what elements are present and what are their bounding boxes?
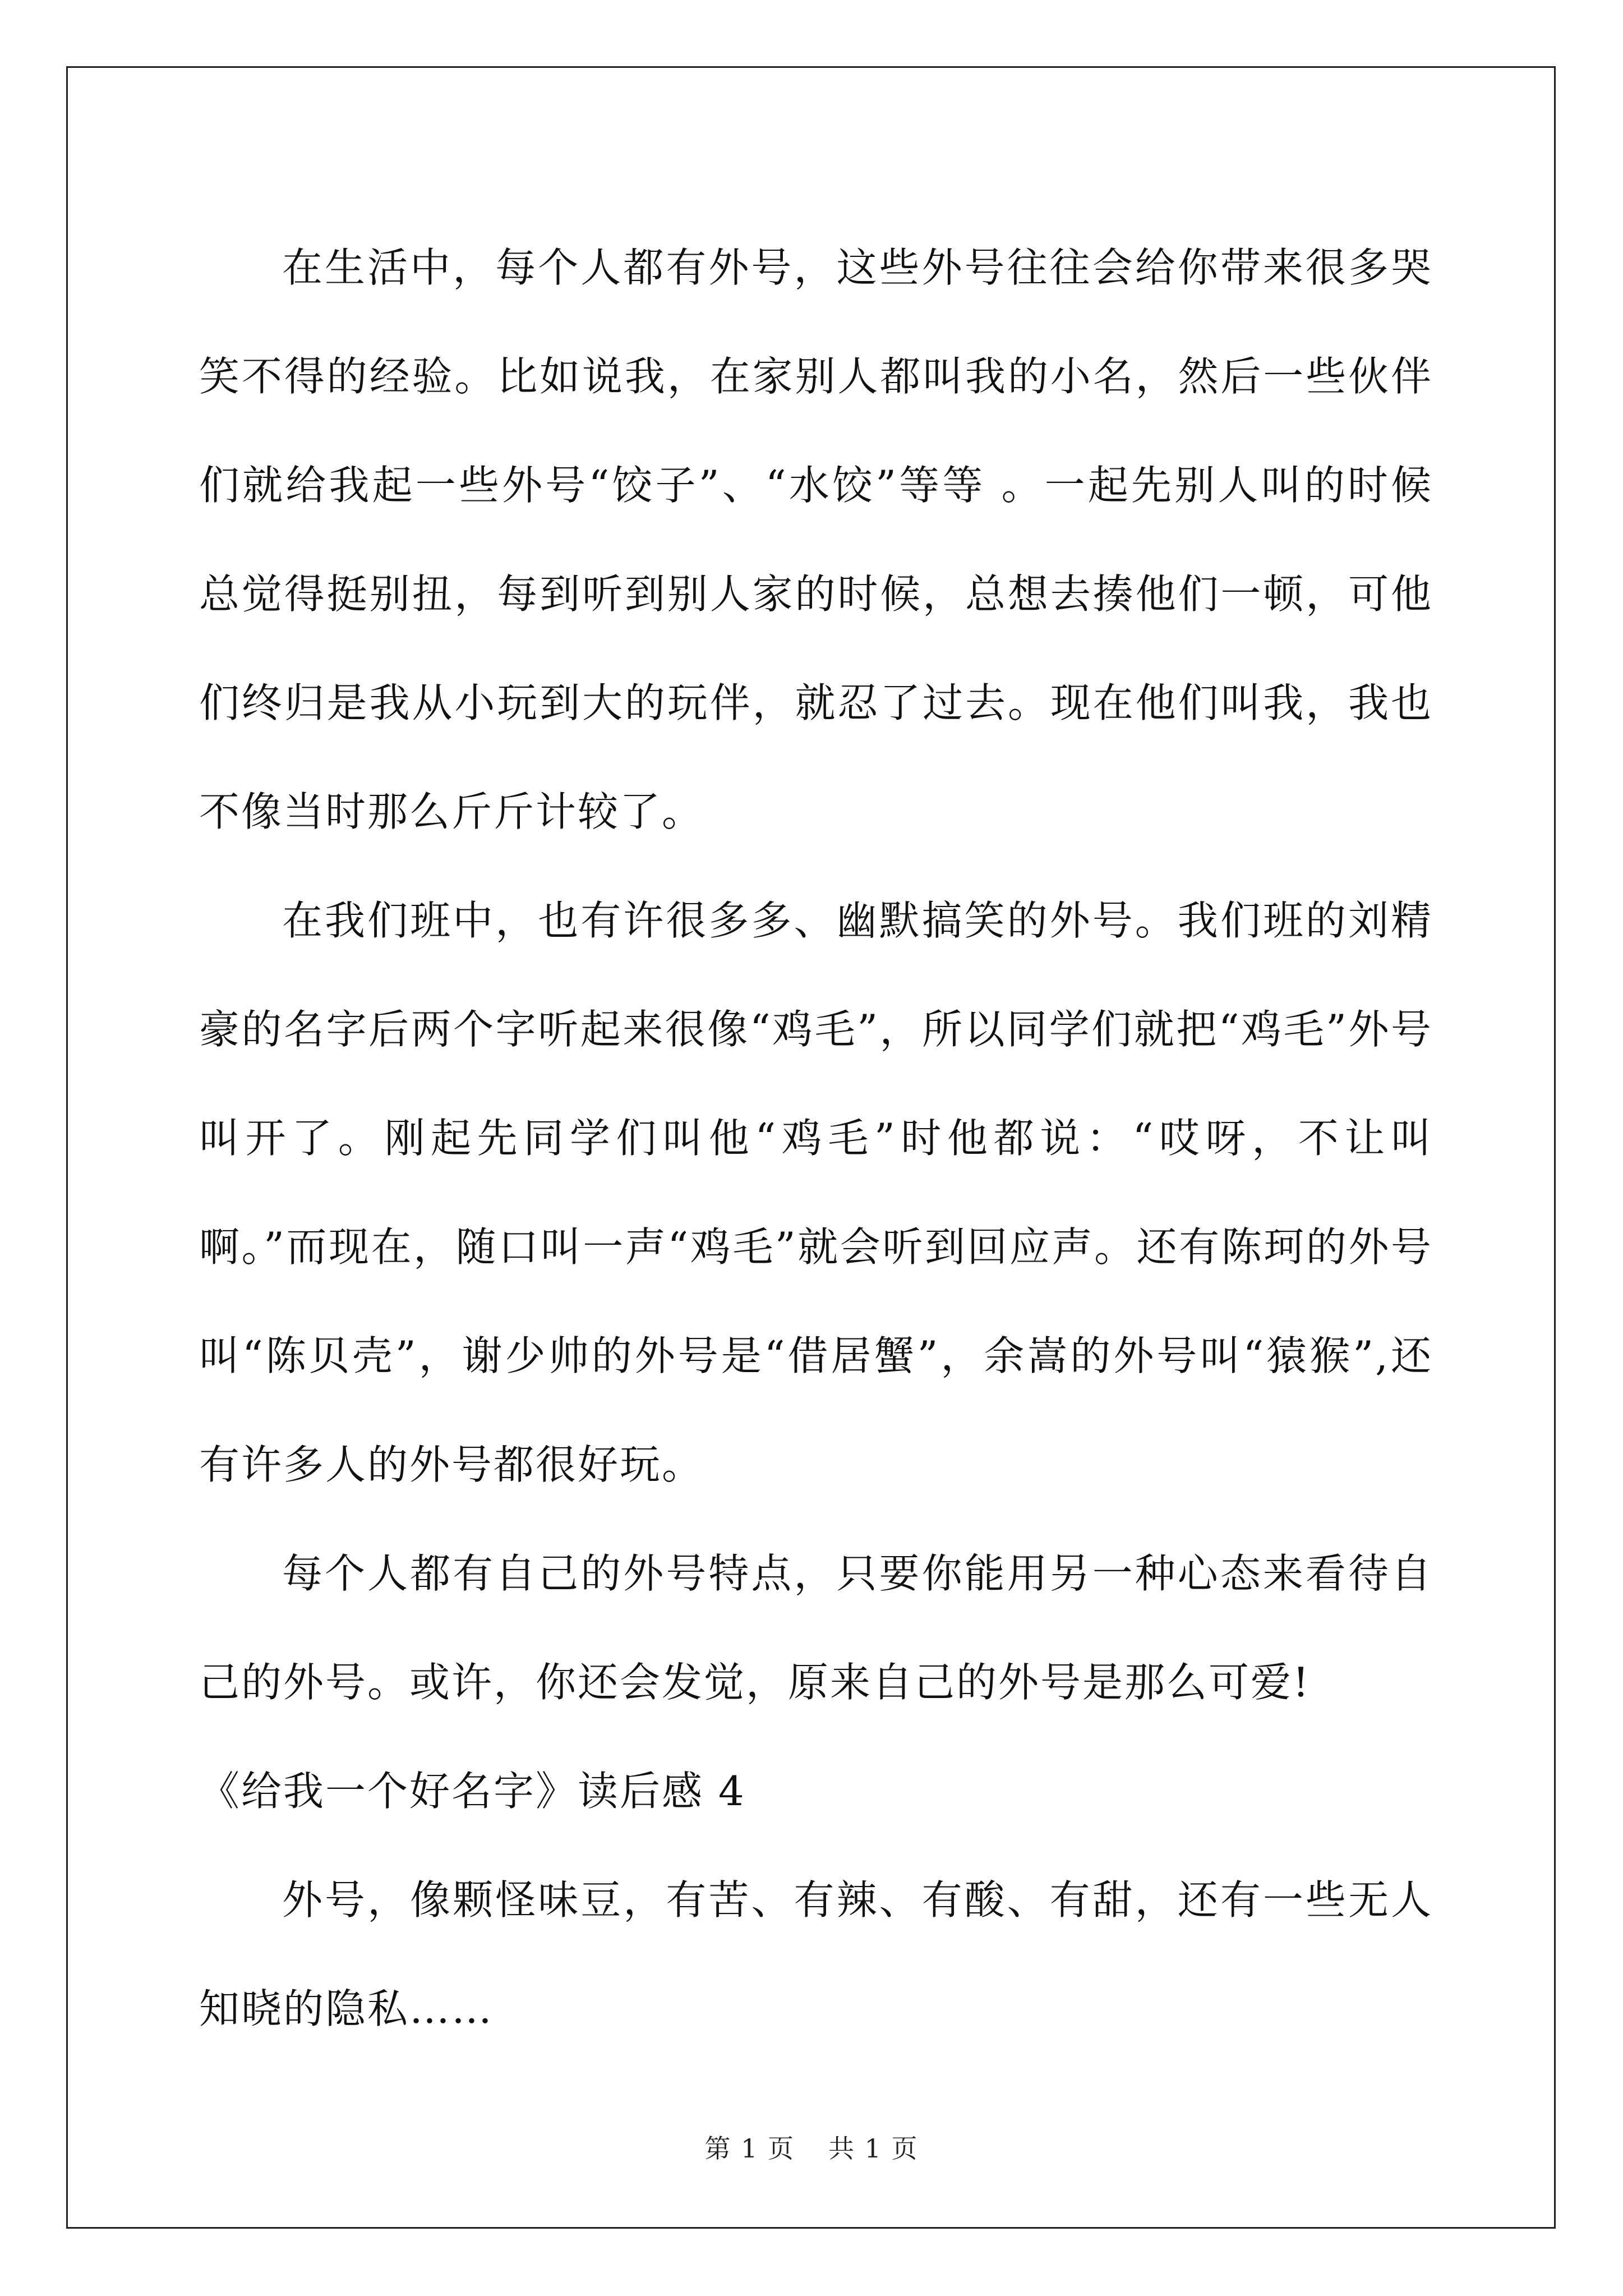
section-heading: 《给我一个好名字》读后感 4 bbox=[199, 1768, 746, 1815]
paragraph-4: 外号，像颗怪味豆，有苦、有辣、有酸、有甜，还有一些无人知晓的隐私…… bbox=[199, 1876, 1433, 2032]
document-body bbox=[199, 213, 1433, 2063]
page-footer bbox=[0, 2132, 1623, 2165]
paragraph-3: 每个人都有自己的外号特点，只要你能用另一种心态来看待自己的外号。或许，你还会发觉，原来自己的外号是那么可爱! bbox=[199, 1550, 1433, 1706]
paragraph-2: 在我们班中，也有许很多多、幽默搞笑的外号。我们班的刘精豪的名字后两个字听起来很像“鸡毛”，所以同学们就把“鸡毛”外号叫开了。刚起先同学们叫他“鸡毛”时他都说：“哎呀，不让叫啊。”而现在，随口叫一声“鸡毛”就会听到回应声。还有陈珂的外号叫“陈贝壳”，谢少帅的外号是“借居蟹”，余嵩的外号叫“猿猴”,还有许多人的外号都很好玩。 bbox=[199, 897, 1433, 1488]
page-total: 共 1 页 bbox=[828, 2133, 919, 2164]
page-number: 第 1 页 bbox=[704, 2133, 795, 2164]
paragraph-1: 在生活中，每个人都有外号，这些外号往往会给你带来很多哭笑不得的经验。比如说我，在家别人都叫我的小名，然后一些伙伴们就给我起一些外号“饺子”、“水饺”等等 。一起先别人叫的时候总觉得挺别扭，每到听到别人家的时候，总想去揍他们一顿，可他们终归是我从小玩到大的玩伴，就忍了过去。现在他们叫我，我也不像当时那么斤斤计较了。 bbox=[199, 244, 1433, 835]
